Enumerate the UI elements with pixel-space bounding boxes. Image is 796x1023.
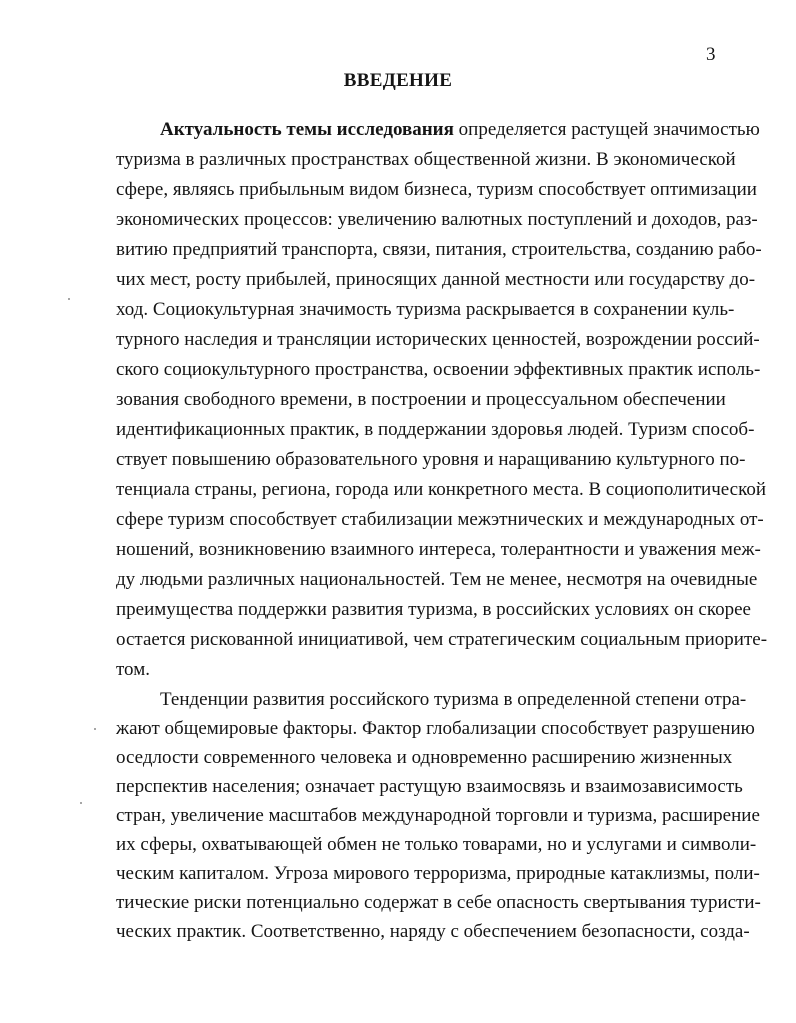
paragraph-first-line: Тенденции развития российского туризма в определенной степени отра-: [160, 689, 747, 710]
text-line: ского социокультурного пространства, освоении эффективных практик исполь-: [116, 359, 761, 380]
text-line: чих мест, росту прибылей, приносящих данной местности или государству до-: [116, 269, 756, 290]
text-line: турного наследия и трансляции исторических ценностей, возрождении россий-: [116, 329, 760, 350]
text-line: туризма в различных пространствах общественной жизни. В экономической: [116, 149, 736, 170]
text-line: стран, увеличение масштабов международной торговли и туризма, расширение: [116, 805, 760, 826]
text-line: тенциала страны, региона, города или конкретного места. В социополитической: [116, 479, 767, 500]
text-line: зования свободного времени, в построении и процессуальном обеспечении: [116, 389, 726, 410]
text-line: ду людьми различных национальностей. Тем не менее, несмотря на очевидные: [116, 569, 758, 590]
text-line: ческим капиталом. Угроза мирового терроризма, природные катаклизмы, поли-: [116, 863, 760, 884]
text-line: остается рискованной инициативой, чем стратегическим социальным приорите-: [116, 629, 768, 650]
text-line: их сферы, охватывающей обмен не только товарами, но и услугами и символи-: [116, 834, 757, 855]
section-heading: ВВЕДЕНИЕ: [343, 70, 453, 91]
scan-speck: [80, 802, 82, 804]
text-line: том.: [116, 659, 150, 680]
text-line: ход. Социокультурная значимость туризма раскрывается в сохранении куль-: [116, 299, 735, 320]
lead-term: Актуальность темы исследования: [160, 119, 454, 140]
text-line: сфере, являясь прибыльным видом бизнеса, туризм способствует оптимизации: [116, 179, 757, 200]
scan-speck: [94, 728, 96, 730]
text-line: экономических процессов: увеличению валютных поступлений и доходов, раз-: [116, 209, 758, 230]
text-line: ношений, возникновению взаимного интереса, толерантности и уважения меж-: [116, 539, 761, 560]
page-number: 3: [706, 44, 716, 65]
text-line: ческих практик. Соответственно, наряду с обеспечением безопасности, созда-: [116, 921, 750, 942]
text-line: тические риски потенциально содержат в себе опасность свертывания туристи-: [116, 892, 761, 913]
text-line: ствует повышению образовательного уровня и наращиванию культурного по-: [116, 449, 746, 470]
text-line: оседлости современного человека и одновременно расширению жизненных: [116, 747, 733, 768]
text-line: преимущества поддержки развития туризма, в российских условиях он скорее: [116, 599, 751, 620]
lead-continuation: определяется растущей значимостью: [453, 119, 760, 140]
text-line: идентификационных практик, в поддержании здоровья людей. Туризм способ-: [116, 419, 755, 440]
text-line: сфере туризм способствует стабилизации межэтнических и международных от-: [116, 509, 764, 530]
scan-speck: [68, 298, 70, 300]
text-line: витию предприятий транспорта, связи, питания, строительства, созданию рабо-: [116, 239, 762, 260]
paragraph-first-line: [160, 118, 760, 142]
text-line: жают общемировые факторы. Фактор глобализации способствует разрушению: [116, 718, 755, 739]
text-line: перспектив населения; означает растущую взаимосвязь и взаимозависимость: [116, 776, 743, 797]
